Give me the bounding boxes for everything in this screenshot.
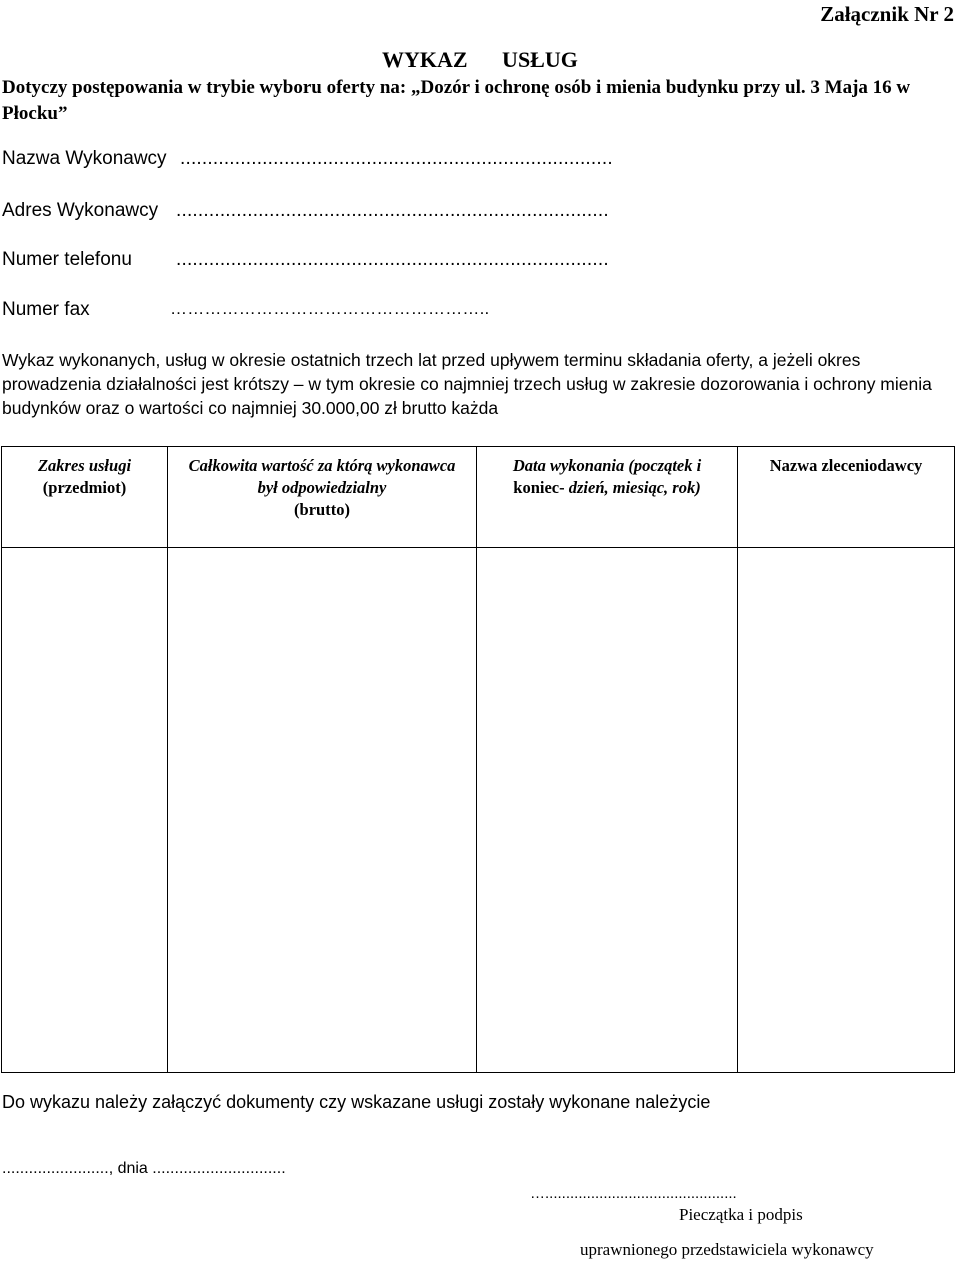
header-date-prefix: koniec- [513,478,565,497]
signature-line: ….............................................. [530,1185,737,1202]
annex-label: Załącznik Nr 2 [820,2,954,26]
header-value [168,447,477,548]
cell-value[interactable] [168,548,477,1073]
table-header-row [2,447,955,548]
procedure-subject: Dotyczy postępowania w trybie wyboru oferty na: „Dozór i ochronę osób i mienia budynku przy ul. 3 Maja 16 w Płocku” [2,77,911,124]
contractor-address-field: ............................................................................... [176,200,609,221]
fax-number-field: ……………………………………………….. [170,299,490,318]
document-title: WYKAZ USŁUG [382,47,578,72]
header-scope-subtitle: (przedmiot) [42,478,127,497]
header-client-title: Nazwa zleceniodawcy [769,456,923,475]
place-date-line: ........................, dnia .............................. [2,1160,286,1177]
contractor-name-field: ............................................................................... [180,148,613,169]
header-scope-title: Zakres usługi [37,456,132,475]
fax-number-label: Numer fax [2,299,90,320]
header-value-subtitle: (brutto) [294,500,350,519]
table-row [2,548,955,1073]
cell-scope[interactable] [2,548,168,1073]
representative-label: uprawnionego przedstawiciela wykonawcy [580,1240,874,1259]
services-intro-text: Wykaz wykonanych, usług w okresie ostatnich trzech lat przed upływem terminu składania oferty, a jeżeli okres prowadzenia działalności jest krótszy – w tym okresie co najmniej trzech usług w zakresie dozorowania i ochrony mienia budynków oraz o wartości co najmniej 30.000,00 zł brutto każda [2,350,932,418]
header-date [477,447,738,548]
contractor-name-label: Nazwa Wykonawcy [2,148,167,169]
stamp-signature-label: Pieczątka i podpis [679,1205,803,1224]
services-table [1,446,955,1073]
header-value-title: Całkowita wartość za którą wykonawca był odpowiedzialny [188,456,456,497]
header-client [738,447,955,548]
attachment-note: Do wykazu należy załączyć dokumenty czy wskazane usługi zostały wykonane należycie [2,1092,711,1112]
header-date-title: Data wykonania (początek i [512,456,702,475]
header-scope [2,447,168,548]
header-date-suffix: dzień, miesiąc, rok) [568,478,701,497]
cell-date[interactable] [477,548,738,1073]
cell-client[interactable] [738,548,955,1073]
phone-number-field: ............................................................................... [176,249,609,270]
contractor-address-label: Adres Wykonawcy [2,200,159,221]
phone-number-label: Numer telefonu [2,249,132,270]
